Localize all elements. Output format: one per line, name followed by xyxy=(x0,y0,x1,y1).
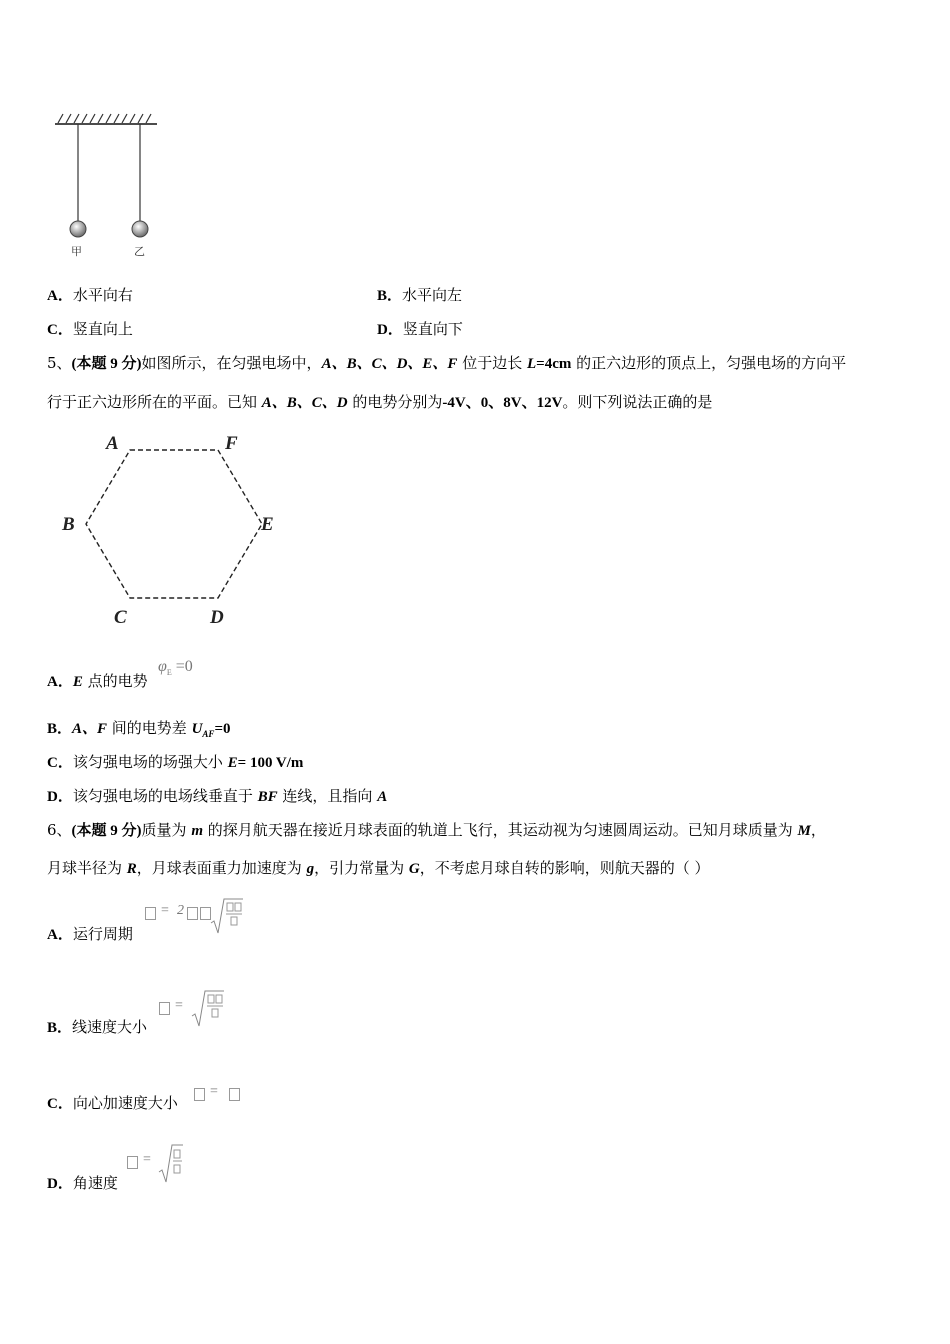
option-letter: A． xyxy=(47,927,73,943)
label-yi: 乙 xyxy=(134,245,145,258)
point-names: A、B、C、D、E、F xyxy=(321,356,458,372)
question-number: 6、 xyxy=(47,821,72,839)
q6-c-formula xyxy=(193,1084,243,1104)
option-letter: B． xyxy=(377,288,403,304)
hexagon-figure xyxy=(58,428,288,633)
q5-stem-line2 xyxy=(47,391,712,414)
option-letter: A． xyxy=(47,288,73,304)
u-subscript: AF xyxy=(202,729,215,739)
q6-stem-line2 xyxy=(47,857,709,880)
option-text: 运行周期 xyxy=(72,925,133,943)
q6-option-c[interactable] xyxy=(47,1093,178,1114)
option-text: 向心加速度大小 xyxy=(72,1094,178,1112)
option-letter: D． xyxy=(377,322,403,338)
q4-option-a[interactable] xyxy=(47,285,133,306)
q6-a-formula xyxy=(144,897,254,937)
stem-text: 的探月航天器在接近月球表面的轨道上飞行，其运动视为匀速圆周运动。已知月球质量为 xyxy=(203,821,798,839)
q6-option-a[interactable] xyxy=(47,924,133,945)
sqrt-icon xyxy=(210,897,244,935)
stem-text: 月球半径为 xyxy=(47,859,127,877)
var-e: E xyxy=(227,755,238,771)
var-a: A xyxy=(377,789,388,805)
var-l: L xyxy=(526,356,537,372)
point-names: A、B、C、D xyxy=(261,395,348,411)
point-names: A、F xyxy=(72,721,108,737)
q5-stem-line1 xyxy=(47,352,846,375)
ball-yi xyxy=(132,221,148,237)
ball-jia xyxy=(70,221,86,237)
q6-d-formula xyxy=(126,1142,196,1184)
length-value: =4cm xyxy=(536,356,572,372)
q5-option-b[interactable] xyxy=(47,718,231,744)
question-number: 5、 xyxy=(47,354,72,372)
q5-a-formula xyxy=(158,658,193,677)
option-letter: C． xyxy=(47,1096,73,1112)
option-letter: C． xyxy=(47,322,73,338)
option-letter: A． xyxy=(47,674,73,690)
question-meta: (本题 9 分) xyxy=(71,823,142,839)
hexagon-outline xyxy=(86,450,262,598)
stem-text: 质量为 xyxy=(141,821,192,839)
vertex-d: D xyxy=(210,607,224,628)
stem-text: 的正六边形的顶点上，匀强电场的方向平 xyxy=(571,354,847,372)
option-text: 点的电势 xyxy=(82,672,148,690)
option-letter: D． xyxy=(47,1176,73,1192)
var-r: R xyxy=(126,861,137,877)
option-letter: B． xyxy=(47,721,73,737)
equals-sign: = xyxy=(161,903,169,918)
equals-sign: = xyxy=(175,998,183,1013)
stem-text: 。则下列说法正确的是 xyxy=(562,393,713,411)
option-text: 该匀强电场的场强大小 xyxy=(72,753,228,771)
sqrt-icon xyxy=(191,988,225,1028)
label-jia: 甲 xyxy=(71,245,82,258)
option-text: 角速度 xyxy=(72,1174,118,1192)
q6-option-d[interactable] xyxy=(47,1173,118,1194)
stem-text: ，引力常量为 xyxy=(314,859,409,877)
option-text: 竖直向下 xyxy=(402,320,463,338)
var-g: g xyxy=(306,861,315,877)
vertex-a: A xyxy=(106,433,119,454)
var-big-g: G xyxy=(408,861,420,877)
option-text: 该匀强电场的电场线垂直于 xyxy=(72,787,258,805)
coefficient: 2 xyxy=(177,903,184,918)
q4-option-d[interactable] xyxy=(377,319,463,340)
vertex-b: B xyxy=(62,514,75,535)
q4-option-b[interactable] xyxy=(377,285,462,306)
stem-text: ，月球表面重力加速度为 xyxy=(136,859,307,877)
equals-sign: = xyxy=(210,1084,218,1099)
vertex-e: E xyxy=(261,514,274,535)
vertex-f: F xyxy=(225,433,238,454)
phi-subscript: E xyxy=(166,668,172,678)
q6-option-b[interactable] xyxy=(47,1017,147,1038)
option-text: 水平向右 xyxy=(72,286,133,304)
var-bf: BF xyxy=(257,789,278,805)
stem-text: 的电势分别为 xyxy=(347,393,443,411)
option-value: = 100 V/m xyxy=(237,755,304,771)
stem-text: ，不考虑月球自转的影响，则航天器的（ ） xyxy=(419,859,710,877)
option-letter: C． xyxy=(47,755,73,771)
option-text-2: 连线，且指向 xyxy=(277,787,378,805)
phi-symbol: φ xyxy=(158,658,167,675)
var-big-m: M xyxy=(797,823,811,839)
var-u: U xyxy=(191,721,203,737)
option-text: 竖直向上 xyxy=(72,320,133,338)
equals-sign: = xyxy=(143,1152,151,1167)
stem-text: ， xyxy=(810,821,826,839)
option-letter: D． xyxy=(47,789,73,805)
q6-stem-line1 xyxy=(47,819,826,842)
vertex-c: C xyxy=(114,607,127,628)
potential-values: -4V、0、8V、12V xyxy=(442,395,563,411)
option-value: =0 xyxy=(214,721,231,737)
q5-option-d[interactable] xyxy=(47,786,387,807)
option-text: 水平向左 xyxy=(402,286,463,304)
var-e: E xyxy=(72,674,83,690)
q6-b-formula xyxy=(158,988,238,1028)
stem-text: 位于边长 xyxy=(457,354,527,372)
var-m: m xyxy=(191,823,203,839)
formula-value: =0 xyxy=(171,658,193,675)
q4-option-c[interactable] xyxy=(47,319,133,340)
option-text: 线速度大小 xyxy=(72,1018,148,1036)
stem-text: 如图所示，在匀强电场中， xyxy=(141,354,322,372)
stem-text: 行于正六边形所在的平面。已知 xyxy=(47,393,262,411)
pendulum-figure xyxy=(50,108,165,260)
question-meta: (本题 9 分) xyxy=(71,356,142,372)
option-letter: B． xyxy=(47,1020,73,1036)
option-text: 间的电势差 xyxy=(107,719,192,737)
q5-option-a[interactable] xyxy=(47,671,148,692)
q5-option-c[interactable] xyxy=(47,752,303,773)
sqrt-icon xyxy=(158,1142,184,1184)
